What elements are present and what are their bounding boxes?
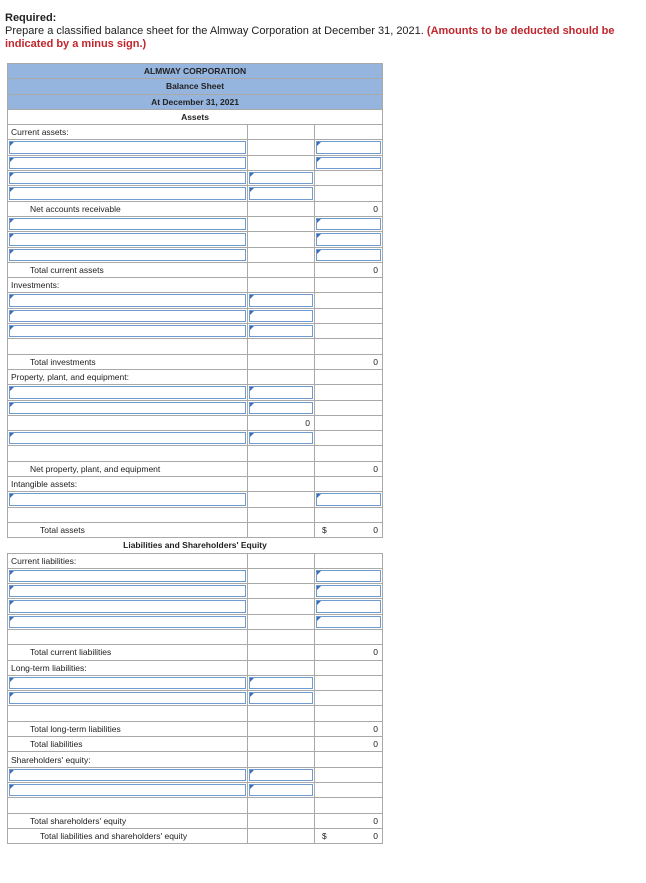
instructions-heading: Required: [5,12,57,24]
table-row [8,737,383,752]
account-select-cell[interactable] [8,308,248,323]
table-row [8,553,383,568]
account-select-cell[interactable] [8,431,248,446]
account-select-cell[interactable] [8,171,248,186]
account-select[interactable] [9,249,246,261]
total-assets-value: 0 [373,525,379,536]
account-select-cell[interactable] [8,400,248,415]
table-row [8,614,383,629]
amount-input-cell[interactable] [248,293,315,308]
currency-symbol: $ [322,525,327,536]
amount-input-cell[interactable] [248,431,315,446]
amount-input[interactable] [316,233,381,245]
amount-input[interactable] [249,294,313,306]
account-select[interactable] [9,386,246,398]
amount-input[interactable] [249,692,313,704]
table-row [8,431,383,446]
account-select-cell[interactable] [8,385,248,400]
amount-input[interactable] [316,585,381,597]
amount-input[interactable] [249,386,313,398]
amount-input[interactable] [249,402,313,414]
table-row [8,140,383,155]
amount-input-cell[interactable] [248,308,315,323]
statement-date: At December 31, 2021 [8,94,383,109]
account-select[interactable] [9,157,246,169]
header-row [8,109,383,124]
account-select-cell[interactable] [8,216,248,231]
company-name: ALMWAY CORPORATION [8,64,383,79]
amount-input-cell[interactable] [248,171,315,186]
table-row [8,629,383,644]
header-row [8,79,383,94]
table-row [8,706,383,721]
account-select[interactable] [9,616,246,628]
table-row [8,691,383,706]
account-select-cell[interactable] [8,675,248,690]
amount-input[interactable] [316,493,381,505]
table-row [8,767,383,782]
table-row [8,813,383,828]
amount-input[interactable] [316,157,381,169]
investments-label: Investments: [8,278,248,293]
account-select-cell[interactable] [8,492,248,507]
total-shareholders-equity-label: Total shareholders' equity [8,813,248,828]
amount-input[interactable] [316,141,381,153]
ppe-label: Property, plant, and equipment: [8,369,248,384]
account-select[interactable] [9,187,246,199]
table-row [8,339,383,354]
account-select[interactable] [9,600,246,612]
account-select-cell[interactable] [8,691,248,706]
table-row [8,216,383,231]
amount-input[interactable] [316,600,381,612]
account-select[interactable] [9,570,246,582]
account-select-cell[interactable] [8,614,248,629]
table-row [8,400,383,415]
currency-symbol: $ [322,830,327,841]
account-select[interactable] [9,294,246,306]
current-liabilities-label: Current liabilities: [8,553,248,568]
table-row [8,247,383,262]
account-select-cell[interactable] [8,293,248,308]
account-select-cell[interactable] [8,767,248,782]
balance-sheet-table [7,63,383,844]
table-row [8,461,383,476]
table-row [8,369,383,384]
amount-input[interactable] [316,570,381,582]
amount-input-cell[interactable] [315,599,383,614]
amount-input[interactable] [316,218,381,230]
account-select[interactable] [9,310,246,322]
header-row [8,538,383,553]
current-assets-label: Current assets: [8,125,248,140]
table-row [8,171,383,186]
total-investments-label: Total investments [8,354,248,369]
table-row [8,752,383,767]
total-shareholders-equity-value: 0 [315,813,383,828]
amount-input[interactable] [249,784,313,796]
amount-input-cell[interactable] [248,186,315,201]
table-row [8,232,383,247]
amount-input-cell[interactable] [315,492,383,507]
account-select[interactable] [9,493,246,505]
total-liabilities-value: 0 [315,737,383,752]
total-current-liabilities-label: Total current liabilities [8,645,248,660]
account-select[interactable] [9,172,246,184]
total-current-liabilities-value: 0 [315,645,383,660]
total-long-term-liabilities-value: 0 [315,721,383,736]
total-liab-and-equity-cell [315,828,383,843]
amount-input-cell[interactable] [315,247,383,262]
intangible-assets-label: Intangible assets: [8,477,248,492]
account-select[interactable] [9,769,246,781]
account-select-cell[interactable] [8,324,248,339]
amount-input-cell[interactable] [315,232,383,247]
table-row [8,262,383,277]
table-row [8,293,383,308]
amount-input-cell[interactable] [315,614,383,629]
amount-input-cell[interactable] [248,782,315,797]
table-row [8,186,383,201]
ppe-subtotal-value: 0 [248,415,315,430]
account-select-cell[interactable] [8,140,248,155]
table-row [8,354,383,369]
amount-input-cell[interactable] [248,691,315,706]
long-term-liabilities-label: Long-term liabilities: [8,660,248,675]
table-row [8,675,383,690]
table-row [8,155,383,170]
instructions-text: Prepare a classified balance sheet for the Almway Corporation at December 31, 2021. [5,25,424,37]
amount-input[interactable] [249,310,313,322]
total-assets-cell [315,522,383,537]
account-select[interactable] [9,784,246,796]
amount-input[interactable] [316,249,381,261]
amount-input[interactable] [249,325,313,337]
account-select-cell[interactable] [8,155,248,170]
amount-input-cell[interactable] [315,140,383,155]
table-row [8,415,383,430]
table-row [8,660,383,675]
account-select[interactable] [9,677,246,689]
table-row [8,599,383,614]
amount-input[interactable] [316,616,381,628]
amount-input-cell[interactable] [315,155,383,170]
amount-input-cell[interactable] [248,675,315,690]
amount-input-cell[interactable] [248,767,315,782]
liabilities-heading: Liabilities and Shareholders' Equity [8,538,383,553]
total-liabilities-label: Total liabilities [8,737,248,752]
amount-input-cell[interactable] [248,385,315,400]
amount-input[interactable] [249,172,313,184]
total-current-assets-label: Total current assets [8,262,248,277]
table-row [8,385,383,400]
total-current-assets-value: 0 [315,262,383,277]
net-ppe-value: 0 [315,461,383,476]
account-select[interactable] [9,141,246,153]
amount-input[interactable] [249,769,313,781]
account-select-cell[interactable] [8,782,248,797]
table-row [8,507,383,522]
total-assets-label: Total assets [8,522,248,537]
account-select[interactable] [9,692,246,704]
table-row [8,798,383,813]
account-select[interactable] [9,402,246,414]
table-row [8,522,383,537]
account-select-cell[interactable] [8,584,248,599]
total-liab-and-equity-value: 0 [373,830,379,841]
account-select[interactable] [9,585,246,597]
amount-input-cell[interactable] [248,400,315,415]
table-row [8,278,383,293]
net-accounts-receivable-label: Net accounts receivable [8,201,248,216]
amount-input-cell[interactable] [315,216,383,231]
total-long-term-liabilities-label: Total long-term liabilities [8,721,248,736]
amount-input[interactable] [249,187,313,199]
table-row [8,308,383,323]
amount-input-cell[interactable] [248,324,315,339]
table-row [8,446,383,461]
shareholders-equity-label: Shareholders' equity: [8,752,248,767]
statement-title: Balance Sheet [8,79,383,94]
table-row [8,201,383,216]
amount-input-cell[interactable] [315,584,383,599]
header-row [8,94,383,109]
account-select-cell[interactable] [8,232,248,247]
table-row [8,782,383,797]
account-select[interactable] [9,218,246,230]
account-select[interactable] [9,233,246,245]
table-row [8,584,383,599]
amount-input[interactable] [249,677,313,689]
amount-input[interactable] [249,432,313,444]
account-select-cell[interactable] [8,568,248,583]
net-accounts-receivable-value: 0 [315,201,383,216]
net-ppe-label: Net property, plant, and equipment [8,461,248,476]
total-liab-and-equity-label: Total liabilities and shareholders' equity [8,828,248,843]
table-row [8,828,383,843]
instructions [5,12,641,51]
header-row [8,64,383,79]
account-select-cell[interactable] [8,247,248,262]
table-row [8,125,383,140]
account-select[interactable] [9,432,246,444]
account-select-cell[interactable] [8,599,248,614]
table-row [8,645,383,660]
table-row [8,721,383,736]
account-select[interactable] [9,325,246,337]
amount-input-cell[interactable] [315,568,383,583]
table-row [8,477,383,492]
balance-sheet [7,63,383,844]
instructions-emphasis: (Amounts to be deducted should be indicated by a minus sign.) [5,25,615,50]
table-row [8,568,383,583]
account-select-cell[interactable] [8,186,248,201]
table-row [8,492,383,507]
total-investments-value: 0 [315,354,383,369]
table-row [8,324,383,339]
assets-heading: Assets [8,109,383,124]
